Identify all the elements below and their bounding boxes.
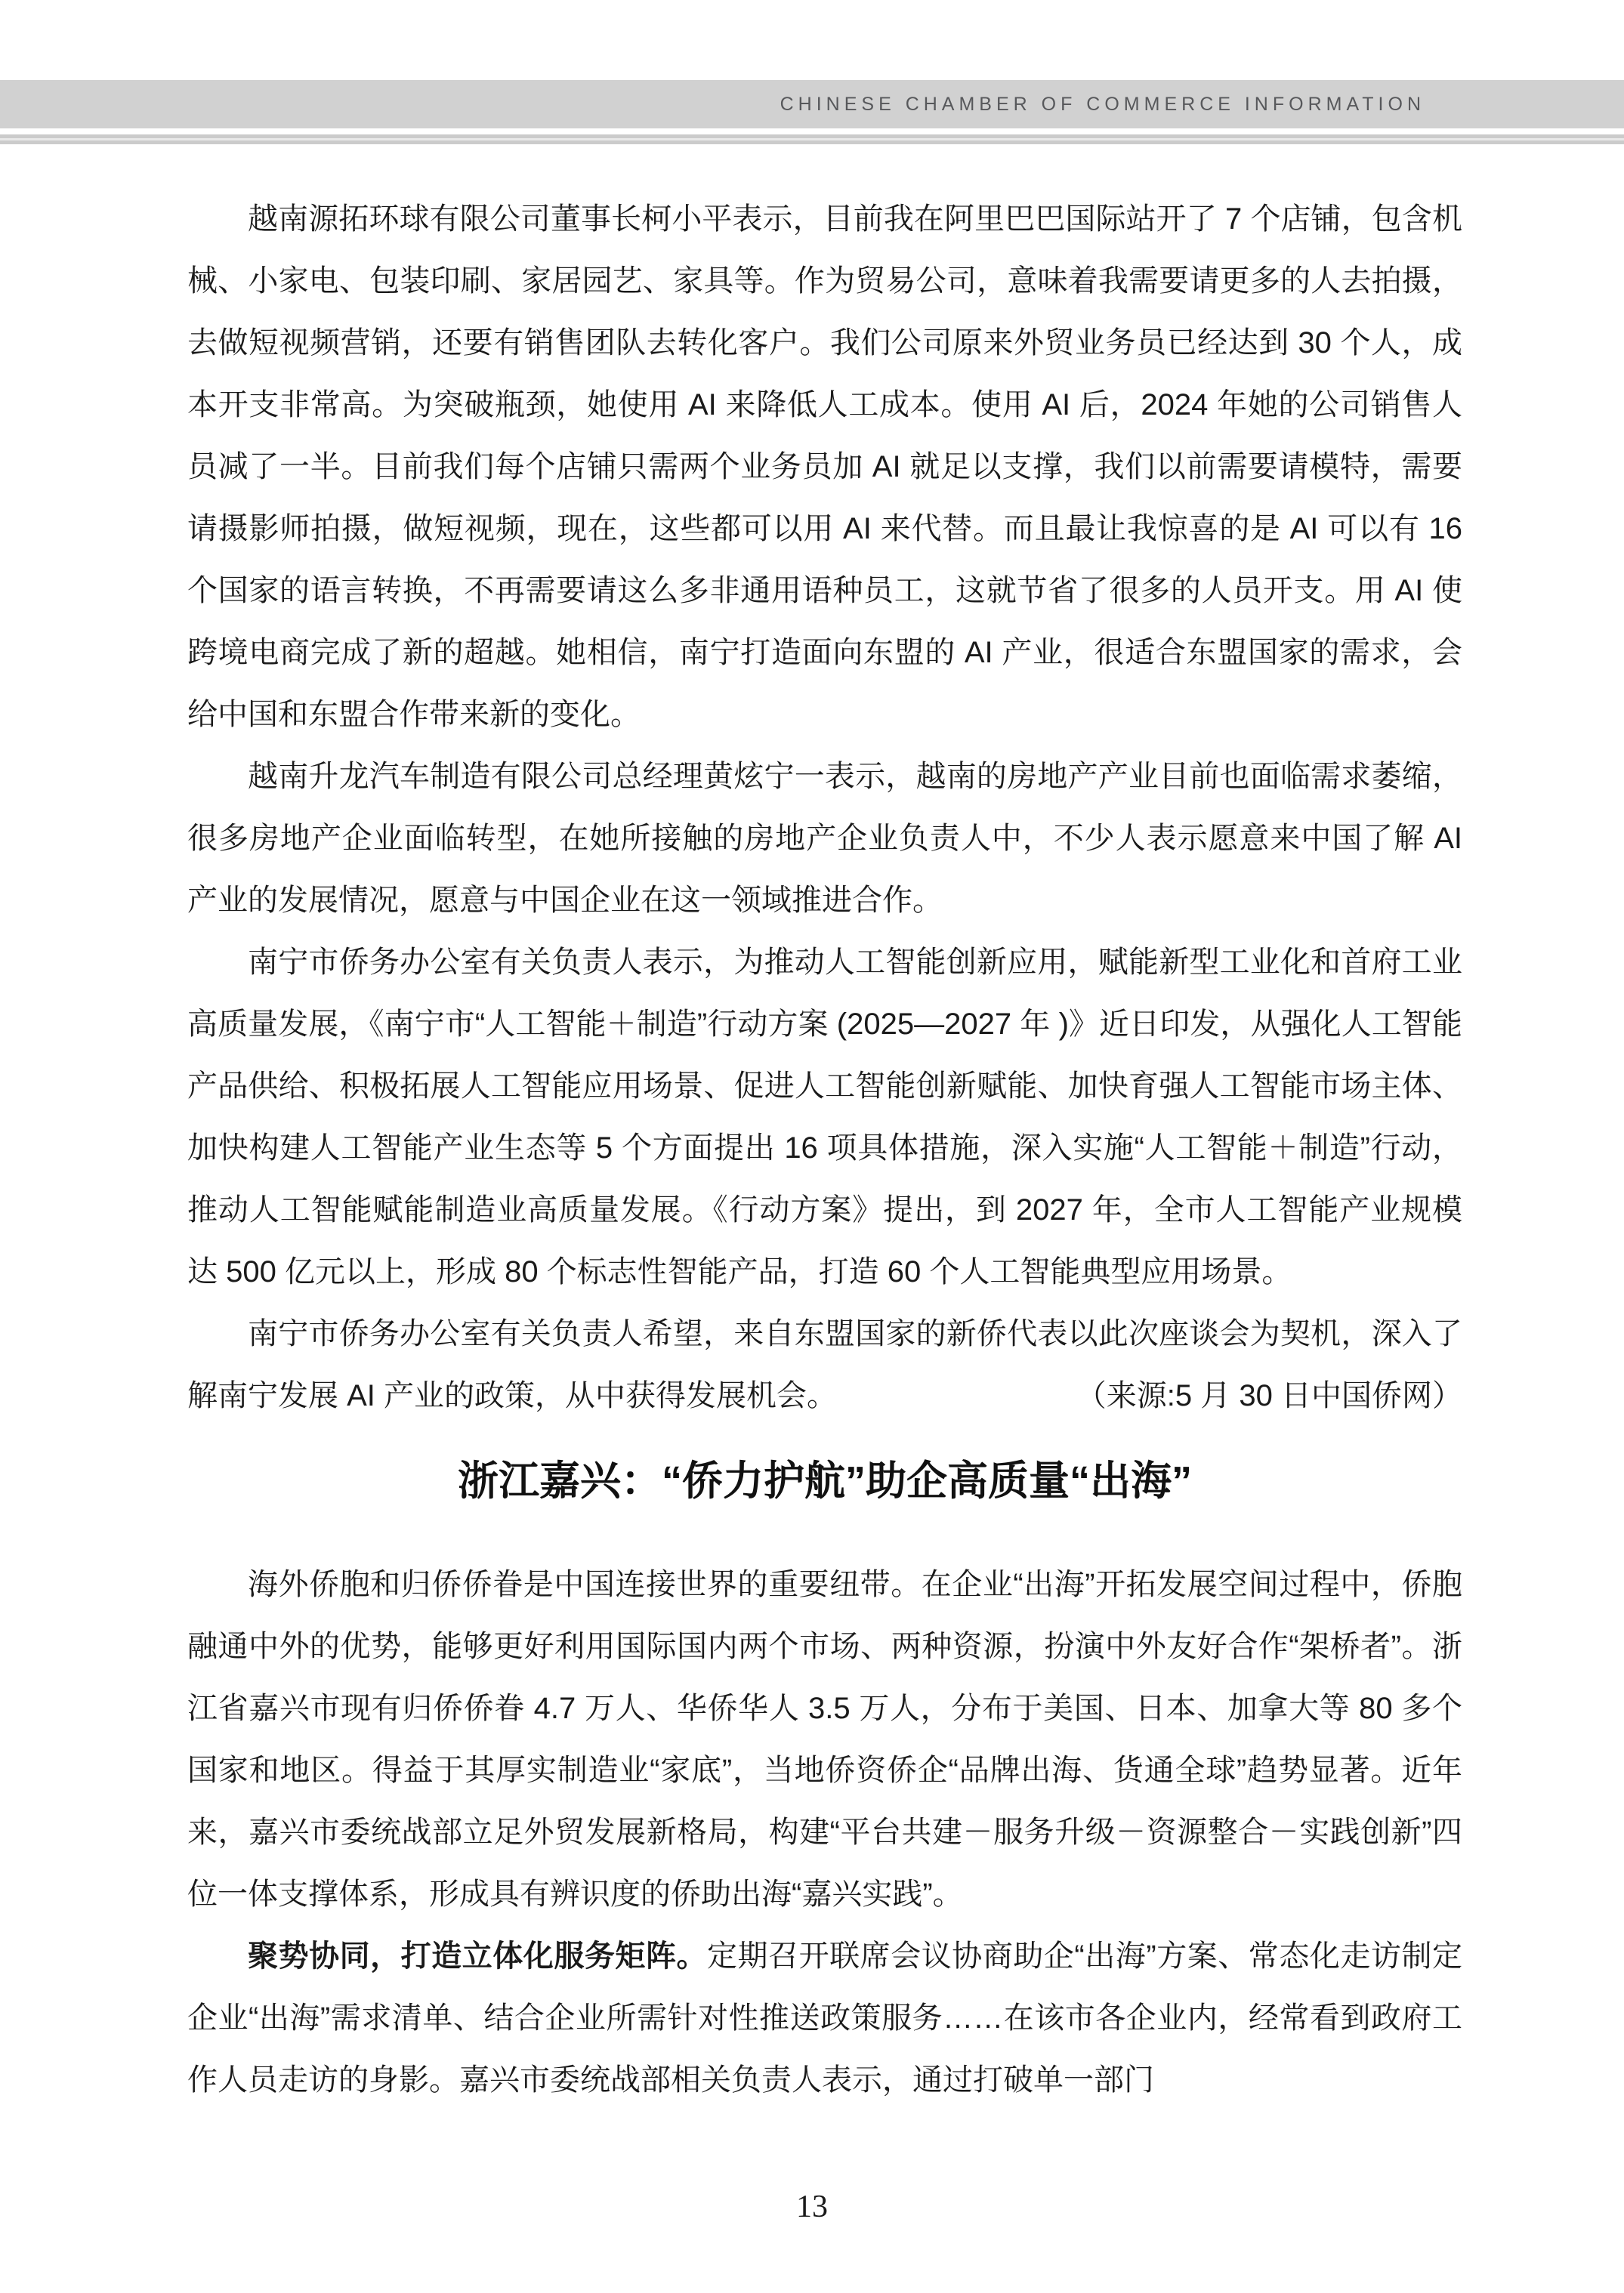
source-attribution: （来源:5 月 30 日中国侨网） <box>1076 1379 1462 1412</box>
paragraph-jiaxing-2-lead: 聚势协同，打造立体化服务矩阵。 <box>248 1940 708 1973</box>
paragraph-nanning-3: 南宁市侨务办公室有关负责人表示，为推动人工智能创新应用，赋能新型工业化和首府工业高质量发展，《南宁市“人工智能＋制造”行动方案 (2025—2027 年 )》近日印发，从强化人工智能产品供给、积极拓展人工智能应用场景、促进人工智能创新赋能、加快育强人工智能市场主体、加快构建人工智能产业生态等 5 个方面提出 16 项具体措施，深入实施“人工智能＋制造”行动，推动人工智能赋能制造业高质量发展。《行动方案》提出，到 2027 年，全市人工智能产业规模达 500 亿元以上，形成 80 个标志性智能产品，打造 60 个人工智能典型应用场景。 <box>187 946 1462 1288</box>
page-content <box>187 188 1462 2111</box>
paragraph-jiaxing-2 <box>187 1925 1462 2111</box>
page-header-band <box>0 80 1624 128</box>
paragraph-nanning-4-text: 南宁市侨务办公室有关负责人希望，来自东盟国家的新侨代表以此次座谈会为契机，深入了解南宁发展 AI 产业的政策，从中获得发展机会。 <box>187 1317 1462 1412</box>
paragraph-nanning-1: 越南源拓环球有限公司董事长柯小平表示，目前我在阿里巴巴国际站开了 7 个店铺，包含机械、小家电、包装印刷、家居园艺、家具等。作为贸易公司，意味着我需要请更多的人去拍摄，去做短视频营销，还要有销售团队去转化客户。我们公司原来外贸业务员已经达到 30 个人，成本开支非常高。为突破瓶颈，她使用 AI 来降低人工成本。使用 AI 后，2024 年她的公司销售人员减了一半。目前我们每个店铺只需两个业务员加 AI 就足以支撑，我们以前需要请模特，需要请摄影师拍摄，做短视频，现在，这些都可以用 AI 来代替。而且最让我惊喜的是 AI 可以有 16 个国家的语言转换，不再需要请这么多非通用语种员工，这就节省了很多的人员开支。用 AI 使跨境电商完成了新的超越。她相信，南宁打造面向东盟的 AI 产业，很适合东盟国家的需求，会给中国和东盟合作带来新的变化。 <box>187 202 1462 731</box>
paragraph-nanning-4 <box>187 1303 1462 1427</box>
header-journal-name: CHINESE CHAMBER OF COMMERCE INFORMATION <box>780 94 1425 115</box>
article-title-jiaxing: 浙江嘉兴：“侨力护航”助企高质量“出海” <box>458 1458 1192 1504</box>
paragraph-jiaxing-1: 海外侨胞和归侨侨眷是中国连接世界的重要纽带。在企业“出海”开拓发展空间过程中，侨胞融通中外的优势，能够更好利用国际国内两个市场、两种资源，扮演中外友好合作“架桥者”。浙江省嘉兴市现有归侨侨眷 4.7 万人、华侨华人 3.5 万人，分布于美国、日本、加拿大等 80 多个国家和地区。得益于其厚实制造业“家底”，当地侨资侨企“品牌出海、货通全球”趋势显著。近年来，嘉兴市委统战部立足外贸发展新格局，构建“平台共建－服务升级－资源整合－实践创新”四位一体支撑体系，形成具有辨识度的侨助出海“嘉兴实践”。 <box>187 1568 1462 1911</box>
page-number: 13 <box>796 2190 828 2224</box>
paragraph-nanning-2: 越南升龙汽车制造有限公司总经理黄炫宁一表示，越南的房地产产业目前也面临需求萎缩，很多房地产企业面临转型，在她所接触的房地产企业负责人中，不少人表示愿意来中国了解 AI 产业的发展情况，愿意与中国企业在这一领域推进合作。 <box>187 760 1462 917</box>
header-divider-rule <box>0 134 1624 144</box>
paragraph-jiaxing-2-text: 定期召开联席会议协商助企“出海”方案、常态化走访制定企业“出海”需求清单、结合企业所需针对性推送政策服务……在该市各企业内，经常看到政府工作人员走访的身影。嘉兴市委统战部相关负责人表示，通过打破单一部门 <box>187 1940 1463 2097</box>
